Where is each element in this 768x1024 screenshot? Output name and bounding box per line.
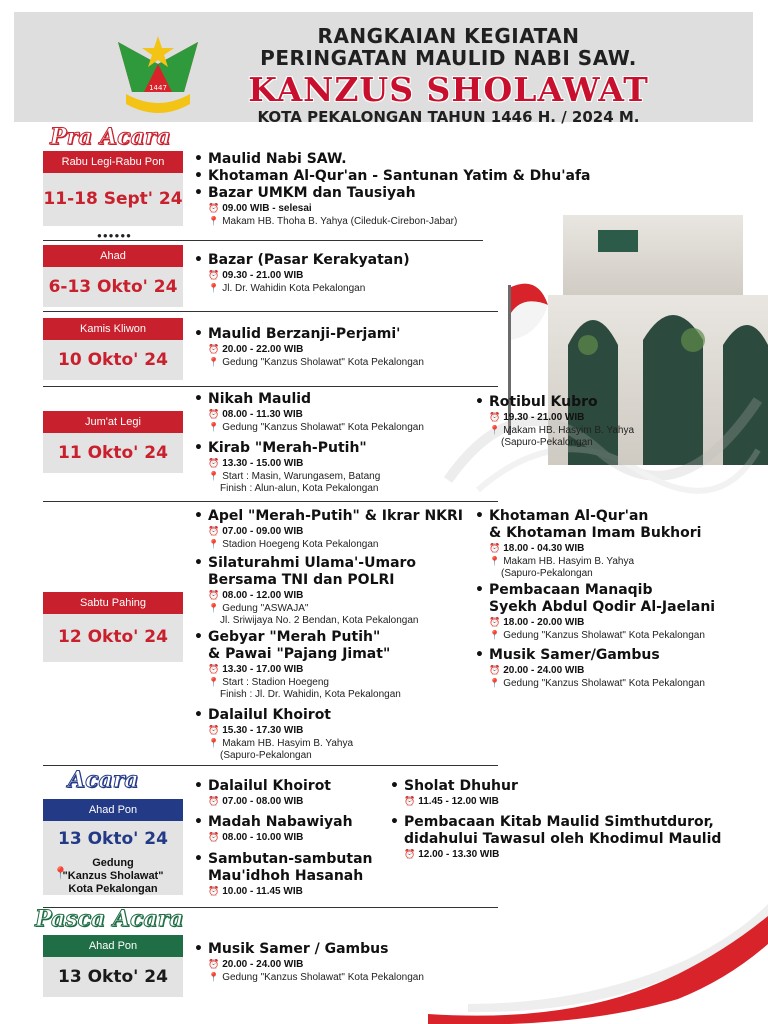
event-location: Stadion Hoegeng Kota Pekalongan bbox=[222, 539, 379, 550]
map-pin-icon: 📍 bbox=[208, 422, 220, 432]
clock-icon: ⏰ bbox=[208, 832, 220, 842]
event-title: & Pawai "Pajang Jimat" bbox=[208, 646, 391, 662]
event-bazar: • Bazar (Pasar Kerakyatan) ⏰ 09.30 - 21.00 WIB 📍 Jl. Dr. Wahidin Kota Pekalongan bbox=[194, 252, 410, 294]
event-location: Start : Masin, Warungasem, Batang bbox=[222, 471, 381, 482]
event-location: Gedung "Kanzus Sholawat" Kota Pekalongan bbox=[222, 972, 424, 983]
clock-icon: ⏰ bbox=[208, 203, 220, 213]
event-maulid-berzanji: • Maulid Berzanji-Perjami' ⏰ 20.00 - 22.00 WIB 📍 Gedung "Kanzus Sholawat" Kota Pekalongan bbox=[194, 326, 424, 368]
event-title: Bazar UMKM dan Tausiyah bbox=[208, 185, 416, 201]
event-location: Gedung "ASWAJA" bbox=[222, 603, 309, 614]
kanzus-sholawat-logo bbox=[114, 32, 202, 116]
event-time: 11.45 - 12.00 WIB bbox=[418, 796, 499, 807]
event-rotibul-kubro: • Rotibul Kubro ⏰ 19.30 - 21.00 WIB 📍 Makam HB. Hasyim B. Yahya (Sapuro-Pekalongan bbox=[475, 394, 745, 449]
map-pin-icon: 📍 bbox=[53, 866, 68, 880]
event-title: Dalailul Khoirot bbox=[208, 707, 331, 723]
event-location: Makam HB. Hasyim B. Yahya bbox=[222, 738, 353, 749]
logo-year: 1447 bbox=[149, 84, 167, 92]
clock-icon: ⏰ bbox=[404, 796, 416, 806]
title-main: KANZUS SHOLAWAT bbox=[248, 70, 649, 109]
title-line-2: PERINGATAN MAULID NABI SAW. bbox=[260, 46, 637, 70]
event-title: Nikah Maulid bbox=[208, 391, 312, 407]
event-title: Mau'idhoh Hasanah bbox=[208, 868, 364, 884]
section-pra-acara: Pra Acara bbox=[50, 124, 171, 150]
date-block-date: 13 Okto' 24 bbox=[58, 829, 168, 849]
event-title: Madah Nabawiyah bbox=[208, 814, 353, 830]
clock-icon: ⏰ bbox=[208, 458, 220, 468]
separator-line bbox=[43, 501, 498, 502]
separator-line bbox=[43, 765, 498, 766]
acara-location: 📍 Gedung "Kanzus Sholawat" Kota Pekalongan bbox=[53, 857, 164, 895]
event-time: 07.00 - 09.00 WIB bbox=[222, 526, 304, 537]
separator-dots: ●●●●●● bbox=[97, 231, 132, 240]
map-pin-icon: 📍 bbox=[489, 556, 501, 566]
date-block-date: 10 Okto' 24 bbox=[58, 350, 168, 370]
event-apel: • Apel "Merah-Putih" & Ikrar NKRI ⏰ 07.00 - 09.00 WIB 📍 Stadion Hoegeng Kota Pekalongan bbox=[194, 508, 464, 550]
map-pin-icon: 📍 bbox=[208, 471, 220, 481]
date-block-7 bbox=[43, 935, 183, 997]
clock-icon: ⏰ bbox=[489, 543, 501, 553]
date-block-day: Ahad Pon bbox=[43, 799, 183, 821]
event-title: Kirab "Merah-Putih" bbox=[208, 440, 367, 456]
map-pin-icon: 📍 bbox=[208, 539, 220, 549]
event-title: & Khotaman Imam Bukhori bbox=[489, 525, 702, 541]
event-silaturahmi: • Silaturahmi Ulama'-Umaro Bersama TNI dan POLRI ⏰ 08.00 - 12.00 WIB 📍 Gedung "ASWAJA" Jl. Sriwijaya No. 2 Bendan, Kota Pekalongan bbox=[194, 555, 494, 627]
event-location: Gedung "Kanzus Sholawat" Kota Pekalongan bbox=[503, 630, 705, 641]
event-time: 08.00 - 11.30 WIB bbox=[222, 409, 303, 420]
clock-icon: ⏰ bbox=[208, 590, 220, 600]
event-location: Makam HB. Thoha B. Yahya (Cileduk-Cirebon-Jabar) bbox=[222, 216, 458, 227]
date-block-5 bbox=[43, 592, 183, 662]
section-acara: Acara bbox=[68, 767, 139, 793]
date-block-day: Ahad Pon bbox=[43, 935, 183, 957]
map-pin-icon: 📍 bbox=[208, 738, 220, 748]
clock-icon: ⏰ bbox=[489, 617, 501, 627]
clock-icon: ⏰ bbox=[208, 344, 220, 354]
event-title: Bersama TNI dan POLRI bbox=[208, 572, 395, 588]
event-musik-samer: • Musik Samer/Gambus ⏰ 20.00 - 24.00 WIB 📍 Gedung "Kanzus Sholawat" Kota Pekalongan bbox=[475, 647, 705, 689]
event-title: Pembacaan Kitab Maulid Simthutduror, bbox=[404, 814, 714, 830]
date-block-4 bbox=[43, 411, 183, 473]
event-time: 09.30 - 21.00 WIB bbox=[222, 270, 304, 281]
event-time: 07.00 - 08.00 WIB bbox=[222, 796, 304, 807]
event-time: 08.00 - 10.00 WIB bbox=[222, 832, 304, 843]
event-title: Rotibul Kubro bbox=[489, 394, 598, 410]
date-block-day: Sabtu Pahing bbox=[43, 592, 183, 614]
event-time: 19.30 - 21.00 WIB bbox=[503, 412, 585, 423]
map-pin-icon: 📍 bbox=[208, 283, 220, 293]
event-sambutan: • Sambutan-sambutan Mau'idhoh Hasanah ⏰ 10.00 - 11.45 WIB bbox=[194, 851, 373, 897]
event-nikah-maulid: • Nikah Maulid ⏰ 08.00 - 11.30 WIB 📍 Gedung "Kanzus Sholawat" Kota Pekalongan bbox=[194, 391, 424, 433]
event-title: Sambutan-sambutan bbox=[208, 851, 373, 867]
event-acara-dalailul: • Dalailul Khoirot ⏰ 07.00 - 08.00 WIB bbox=[194, 778, 331, 807]
clock-icon: ⏰ bbox=[404, 849, 416, 859]
event-time: 20.00 - 24.00 WIB bbox=[222, 959, 304, 970]
event-title: Musik Samer/Gambus bbox=[489, 647, 660, 663]
event-title: Maulid Berzanji-Perjami' bbox=[208, 326, 401, 342]
separator-line bbox=[43, 386, 498, 387]
event-title: Sholat Dhuhur bbox=[404, 778, 518, 794]
event-location: (Sapuro-Pekalongan bbox=[501, 437, 593, 448]
clock-icon: ⏰ bbox=[208, 725, 220, 735]
event-title: Apel "Merah-Putih" & Ikrar NKRI bbox=[208, 508, 464, 524]
event-gebyar: • Gebyar "Merah Putih" & Pawai "Pajang Jimat" ⏰ 13.30 - 17.00 WIB 📍 Start : Stadion Hoegeng Finish : Jl. Dr. Wahidin, Kota Pekalongan bbox=[194, 629, 494, 701]
event-time: 15.30 - 17.30 WIB bbox=[222, 725, 304, 736]
event-title: Bazar (Pasar Kerakyatan) bbox=[208, 252, 410, 268]
event-location: Finish : Alun-alun, Kota Pekalongan bbox=[220, 483, 379, 494]
clock-icon: ⏰ bbox=[208, 664, 220, 674]
event-time: 18.00 - 20.00 WIB bbox=[503, 617, 585, 628]
date-block-date: 11 Okto' 24 bbox=[58, 443, 168, 463]
event-time: 10.00 - 11.45 WIB bbox=[222, 886, 303, 897]
event-title: Gebyar "Merah Putih" bbox=[208, 629, 381, 645]
section-pasca-acara: Pasca Acara bbox=[35, 906, 184, 932]
event-simthutduror: • Pembacaan Kitab Maulid Simthutduror, didahului Tawasul oleh Khodimul Maulid ⏰ 12.00 - 13.30 WIB bbox=[390, 814, 722, 860]
map-pin-icon: 📍 bbox=[208, 603, 220, 613]
map-pin-icon: 📍 bbox=[208, 677, 220, 687]
date-block-date: 13 Okto' 24 bbox=[58, 967, 168, 987]
event-madah-nabawiyah: • Madah Nabawiyah ⏰ 08.00 - 10.00 WIB bbox=[194, 814, 353, 843]
event-manaqib: • Pembacaan Manaqib Syekh Abdul Qodir Al-Jaelani ⏰ 18.00 - 20.00 WIB 📍 Gedung "Kanzus Sholawat" Kota Pekalongan bbox=[475, 582, 716, 641]
event-title: Khotaman Al-Qur'an - Santunan Yatim & Dhu'afa bbox=[208, 168, 591, 184]
event-location: Gedung "Kanzus Sholawat" Kota Pekalongan bbox=[222, 422, 424, 433]
date-block-day: Ahad bbox=[43, 245, 183, 267]
date-block-2 bbox=[43, 245, 183, 307]
date-block-date: 6-13 Okto' 24 bbox=[48, 277, 178, 297]
event-location: Gedung "Kanzus Sholawat" Kota Pekalongan bbox=[503, 678, 705, 689]
event-title: Dalailul Khoirot bbox=[208, 778, 331, 794]
event-title: Pembacaan Manaqib bbox=[489, 582, 653, 598]
clock-icon: ⏰ bbox=[208, 886, 220, 896]
event-title: Musik Samer / Gambus bbox=[208, 941, 389, 957]
event-location: Gedung "Kanzus Sholawat" Kota Pekalongan bbox=[222, 357, 424, 368]
event-location: Start : Stadion Hoegeng bbox=[222, 677, 329, 688]
event-time: 20.00 - 22.00 WIB bbox=[222, 344, 304, 355]
event-title: Khotaman Al-Qur'an bbox=[489, 508, 649, 524]
header-banner bbox=[14, 12, 753, 126]
date-block-day: Rabu Legi-Rabu Pon bbox=[43, 151, 183, 173]
map-pin-icon: 📍 bbox=[208, 972, 220, 982]
event-location: Makam HB. Hasyim B. Yahya bbox=[503, 556, 634, 567]
event-location: Finish : Jl. Dr. Wahidin, Kota Pekalongan bbox=[220, 689, 401, 700]
event-time: 13.30 - 15.00 WIB bbox=[222, 458, 304, 469]
date-block-date: 11-18 Sept' 24 bbox=[43, 189, 183, 209]
title-subtitle: KOTA PEKALONGAN TAHUN 1446 H. / 2024 M. bbox=[257, 108, 640, 126]
title-line-1: RANGKAIAN KEGIATAN bbox=[317, 24, 580, 48]
separator-line bbox=[43, 311, 498, 312]
event-location: Jl. Dr. Wahidin Kota Pekalongan bbox=[222, 283, 366, 294]
event-time: 18.00 - 04.30 WIB bbox=[503, 543, 585, 554]
event-location: Makam HB. Hasyim B. Yahya bbox=[503, 425, 634, 436]
event-time: 20.00 - 24.00 WIB bbox=[503, 665, 585, 676]
date-block-3 bbox=[43, 318, 183, 380]
map-pin-icon: 📍 bbox=[489, 678, 501, 688]
separator-line bbox=[43, 240, 483, 241]
date-block-day: Kamis Kliwon bbox=[43, 318, 183, 340]
event-location: (Sapuro-Pekalongan bbox=[220, 750, 312, 761]
clock-icon: ⏰ bbox=[208, 409, 220, 419]
clock-icon: ⏰ bbox=[208, 959, 220, 969]
event-dalailul-khoirot: • Dalailul Khoirot ⏰ 15.30 - 17.30 WIB 📍 Makam HB. Hasyim B. Yahya (Sapuro-Pekalongan bbox=[194, 707, 494, 762]
event-title: Syekh Abdul Qodir Al-Jaelani bbox=[489, 599, 716, 615]
event-location: (Sapuro-Pekalongan bbox=[501, 568, 593, 579]
date-block-day: Jum'at Legi bbox=[43, 411, 183, 433]
event-title: didahului Tawasul oleh Khodimul Maulid bbox=[404, 831, 722, 847]
event-time: 08.00 - 12.00 WIB bbox=[222, 590, 304, 601]
event-sholat-dhuhur: • Sholat Dhuhur ⏰ 11.45 - 12.00 WIB bbox=[390, 778, 518, 807]
event-maulid-nabi: • Maulid Nabi SAW. • Khotaman Al-Qur'an - Santunan Yatim & Dhu'afa • Bazar UMKM dan Tausiyah ⏰ 09.00 WIB - selesai 📍 Makam HB. Thoha B. Yahya (Cileduk-Cirebon-Jabar) bbox=[194, 151, 591, 227]
clock-icon: ⏰ bbox=[208, 270, 220, 280]
event-khotaman: • Khotaman Al-Qur'an & Khotaman Imam Bukhori ⏰ 18.00 - 04.30 WIB 📍 Makam HB. Hasyim B. Yahya (Sapuro-Pekalongan bbox=[475, 508, 750, 580]
event-time: 09.00 WIB - selesai bbox=[222, 203, 312, 214]
event-time: 12.00 - 13.30 WIB bbox=[418, 849, 500, 860]
map-pin-icon: 📍 bbox=[489, 630, 501, 640]
clock-icon: ⏰ bbox=[208, 796, 220, 806]
clock-icon: ⏰ bbox=[208, 526, 220, 536]
clock-icon: ⏰ bbox=[489, 412, 501, 422]
event-pasca-musik: • Musik Samer / Gambus ⏰ 20.00 - 24.00 WIB 📍 Gedung "Kanzus Sholawat" Kota Pekalongan bbox=[194, 941, 424, 983]
event-location: Jl. Sriwijaya No. 2 Bendan, Kota Pekalongan bbox=[220, 615, 419, 626]
clock-icon: ⏰ bbox=[489, 665, 501, 675]
event-time: 13.30 - 17.00 WIB bbox=[222, 664, 304, 675]
event-title: Silaturahmi Ulama'-Umaro bbox=[208, 555, 417, 571]
event-kirab: • Kirab "Merah-Putih" ⏰ 13.30 - 15.00 WIB 📍 Start : Masin, Warungasem, Batang Finish : Alun-alun, Kota Pekalongan bbox=[194, 440, 494, 495]
map-pin-icon: 📍 bbox=[208, 357, 220, 367]
event-title: Maulid Nabi SAW. bbox=[208, 151, 347, 167]
map-pin-icon: 📍 bbox=[489, 425, 501, 435]
map-pin-icon: 📍 bbox=[208, 216, 220, 226]
date-block-date: 12 Okto' 24 bbox=[58, 627, 168, 647]
date-block-1 bbox=[43, 151, 183, 226]
